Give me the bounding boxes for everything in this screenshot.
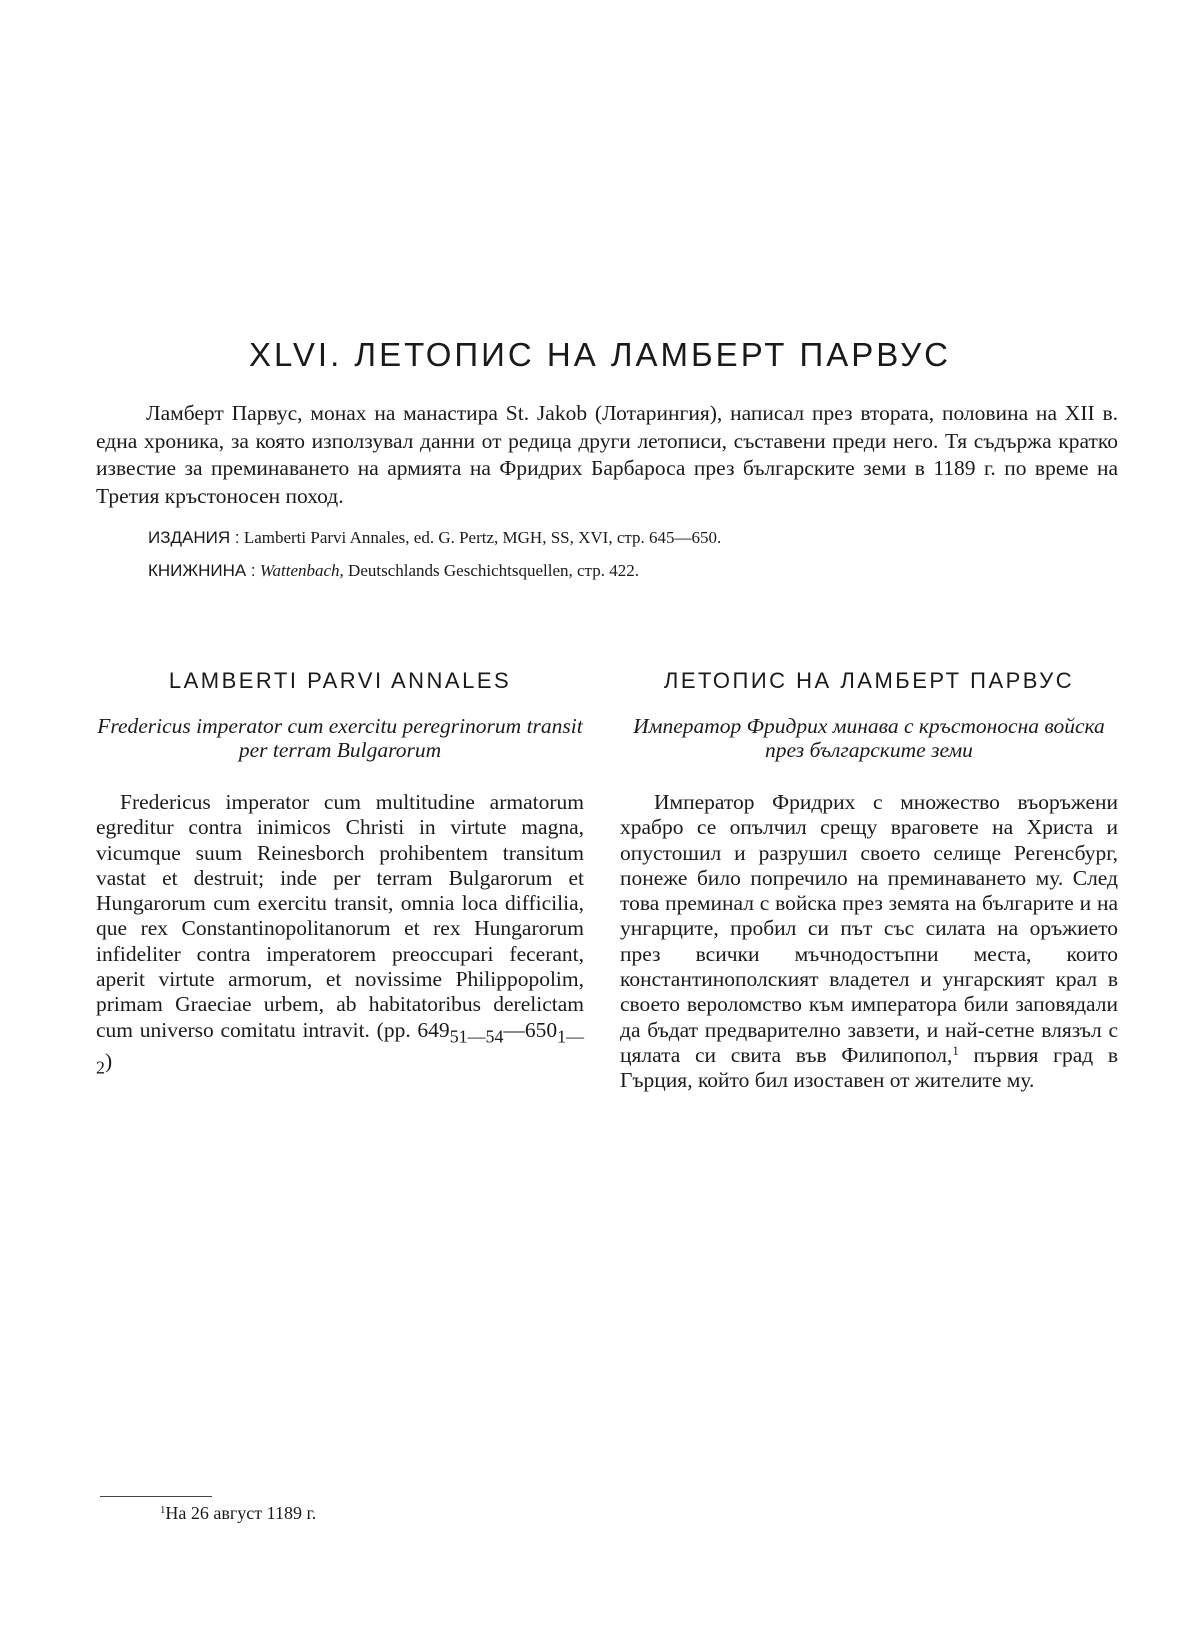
latin-body: Fredericus imperator cum multitudine armatorum egreditur contra inimicos Christi in virtute magna, vicumque suum Reinesborch prohibentem transitum vastat et destruit; inde per terram Bulgarorum et Hungarorum cum exercitu transit, omnia loca difficilia, que rex Constantinopolitanorum et rex Hungarorum infideliter contra imperatorem preoccupari fecerant, aperit virtute armorum, et novissime Philippopolim, primam Graeciae urbem, ab habitatoribus derelictam cum universo comitatu intravit. bbox=[96, 790, 584, 1042]
latin-page-reference: (pp. $649_{51—54}—650_{1—2}$) bbox=[96, 1017, 585, 1078]
editions-label: ИЗДАНИЯ : bbox=[148, 528, 240, 547]
bulgarian-body-part2: първия град в Гърция, който бил изоставен от жителите му. bbox=[620, 1042, 1118, 1093]
latin-column-text bbox=[96, 790, 584, 1081]
footnote bbox=[160, 1503, 316, 1524]
latin-column-subtitle: Fredericus imperator cum exercitu peregrinorum transit per terram Bulgarorum bbox=[97, 714, 583, 762]
footnote-marker: 1 bbox=[160, 1504, 166, 1517]
bibliography-literature bbox=[148, 561, 1048, 581]
footnote-text: На 26 август 1189 г. bbox=[165, 1503, 317, 1523]
bulgarian-column-text bbox=[620, 790, 1118, 1094]
latin-column-heading: LAMBERTI PARVI ANNALES bbox=[168, 668, 512, 693]
literature-label: КНИЖНИНА : bbox=[148, 561, 256, 580]
literature-author: Wattenbach, bbox=[259, 561, 344, 580]
bibliography-editions bbox=[148, 528, 1048, 548]
page-title: XLVI. ЛЕТОПИС НА ЛАМБЕРТ ПАРВУС bbox=[248, 336, 952, 373]
editions-text: Lamberti Parvi Annales, ed. G. Pertz, MGH, SS, XVI, стр. 645—650. bbox=[243, 528, 722, 547]
footnote-reference[interactable]: 1 bbox=[952, 1043, 959, 1058]
bulgarian-column-subtitle: Император Фридрих минава с кръстоносна войска през българските земи bbox=[633, 714, 1105, 762]
literature-text: Deutschlands Geschichtsquellen, стр. 422. bbox=[348, 561, 639, 580]
intro-paragraph: Ламберт Парвус, монах на манастира St. Jakob (Лотарингия), написал през втората, половина на XII в. една хроника, за която използувал данни от редица други летописи, съставени преди него. Тя съдържа кратко известие за преминаването на армията на Фридрих Барбароса през българските земи в 1189 г. по време на Третия кръстоносен поход. bbox=[96, 401, 1118, 508]
bulgarian-column-heading: ЛЕТОПИС НА ЛАМБЕРТ ПАРВУС bbox=[663, 668, 1075, 693]
bulgarian-body-part1: Император Фридрих с множество въоръжени храбро се опълчил срещу враговете на Христа и опустошил и разрушил своето селище Регенсбург, понеже било попречило на преминаването му. След това преминал с войска през земята на българите и на унгарците, пробил си път със силата на оръжието през всички мъчнодостъпни места, които константинополският владетел и унгарският крал в своето вероломство към императора били заповядали да бъдат предварително завзети, и най-сетне влязъл с цялата си свита във Филипопол, bbox=[620, 790, 1118, 1067]
footnote-divider bbox=[100, 1496, 212, 1497]
